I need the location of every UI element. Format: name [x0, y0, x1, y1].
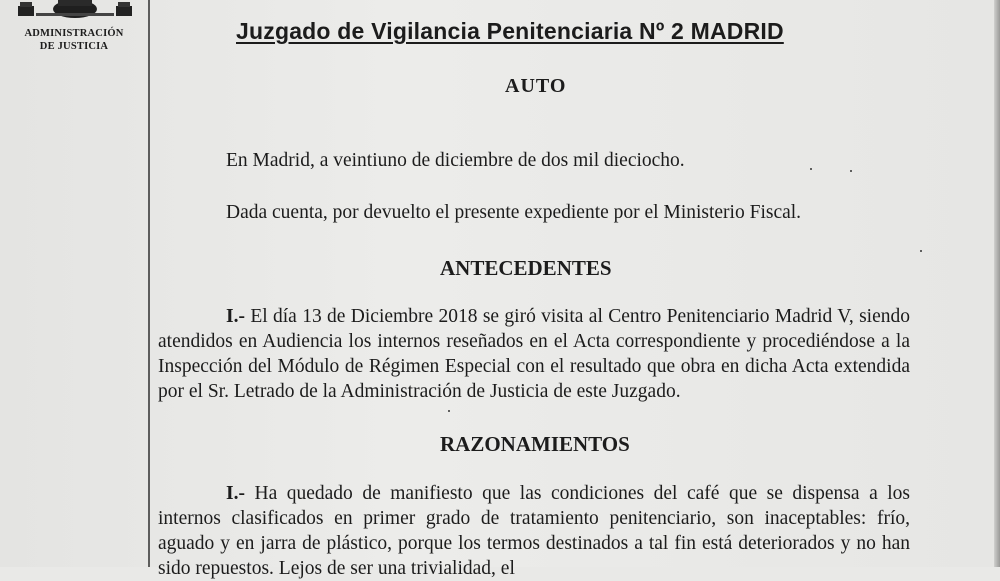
page-edge-shadow [994, 0, 1000, 567]
print-speck [920, 250, 922, 252]
paragraph-text: El día 13 de Diciembre 2018 se giró visita al Centro Penitenciario Madrid V, siendo atendidos en Audiencia los internos reseñados en el Acta correspondiente y procediéndose a la Inspección del Módulo de Régimen Especial con el resultado que obra en dicha Acta extendida por el Sr. Letrado de la Administración de Justicia de este Juzgado. [158, 306, 910, 402]
section-heading-razonamientos: RAZONAMIENTOS [440, 432, 630, 456]
court-title: Juzgado de Vigilancia Penitenciaria Nº 2 MADRID [236, 18, 784, 44]
razonamientos-paragraph [158, 481, 910, 581]
paragraph-number: I.- [226, 483, 245, 504]
section-heading-antecedentes: ANTECEDENTES [440, 256, 612, 280]
administration-name [8, 27, 140, 53]
coat-of-arms-icon [16, 0, 134, 18]
intro-line: Dada cuenta, por devuelto el presente expediente por el Ministerio Fiscal. [226, 202, 802, 223]
admin-name-line1: ADMINISTRACIÓN [24, 28, 124, 39]
date-line: En Madrid, a veintiuno de diciembre de dos mil dieciocho. [226, 150, 685, 171]
margin-rule [148, 0, 150, 567]
paragraph-text: Ha quedado de manifiesto que las condiciones del café que se dispensa a los internos clasificados en primer grado de tratamiento penitenciario, son inaceptables: frío, aguado y en jarra de plástico, porque los termos destinados a tal fin está deteriorados y no han sido repuestos. Lejos de ser una trivialidad, el [158, 483, 910, 579]
document-title: AUTO [505, 75, 567, 97]
admin-name-line2: DE JUSTICIA [39, 41, 109, 52]
print-speck [850, 170, 852, 172]
print-speck [448, 410, 450, 412]
print-speck [810, 168, 812, 170]
antecedentes-paragraph [158, 304, 910, 404]
paragraph-number: I.- [226, 306, 245, 327]
